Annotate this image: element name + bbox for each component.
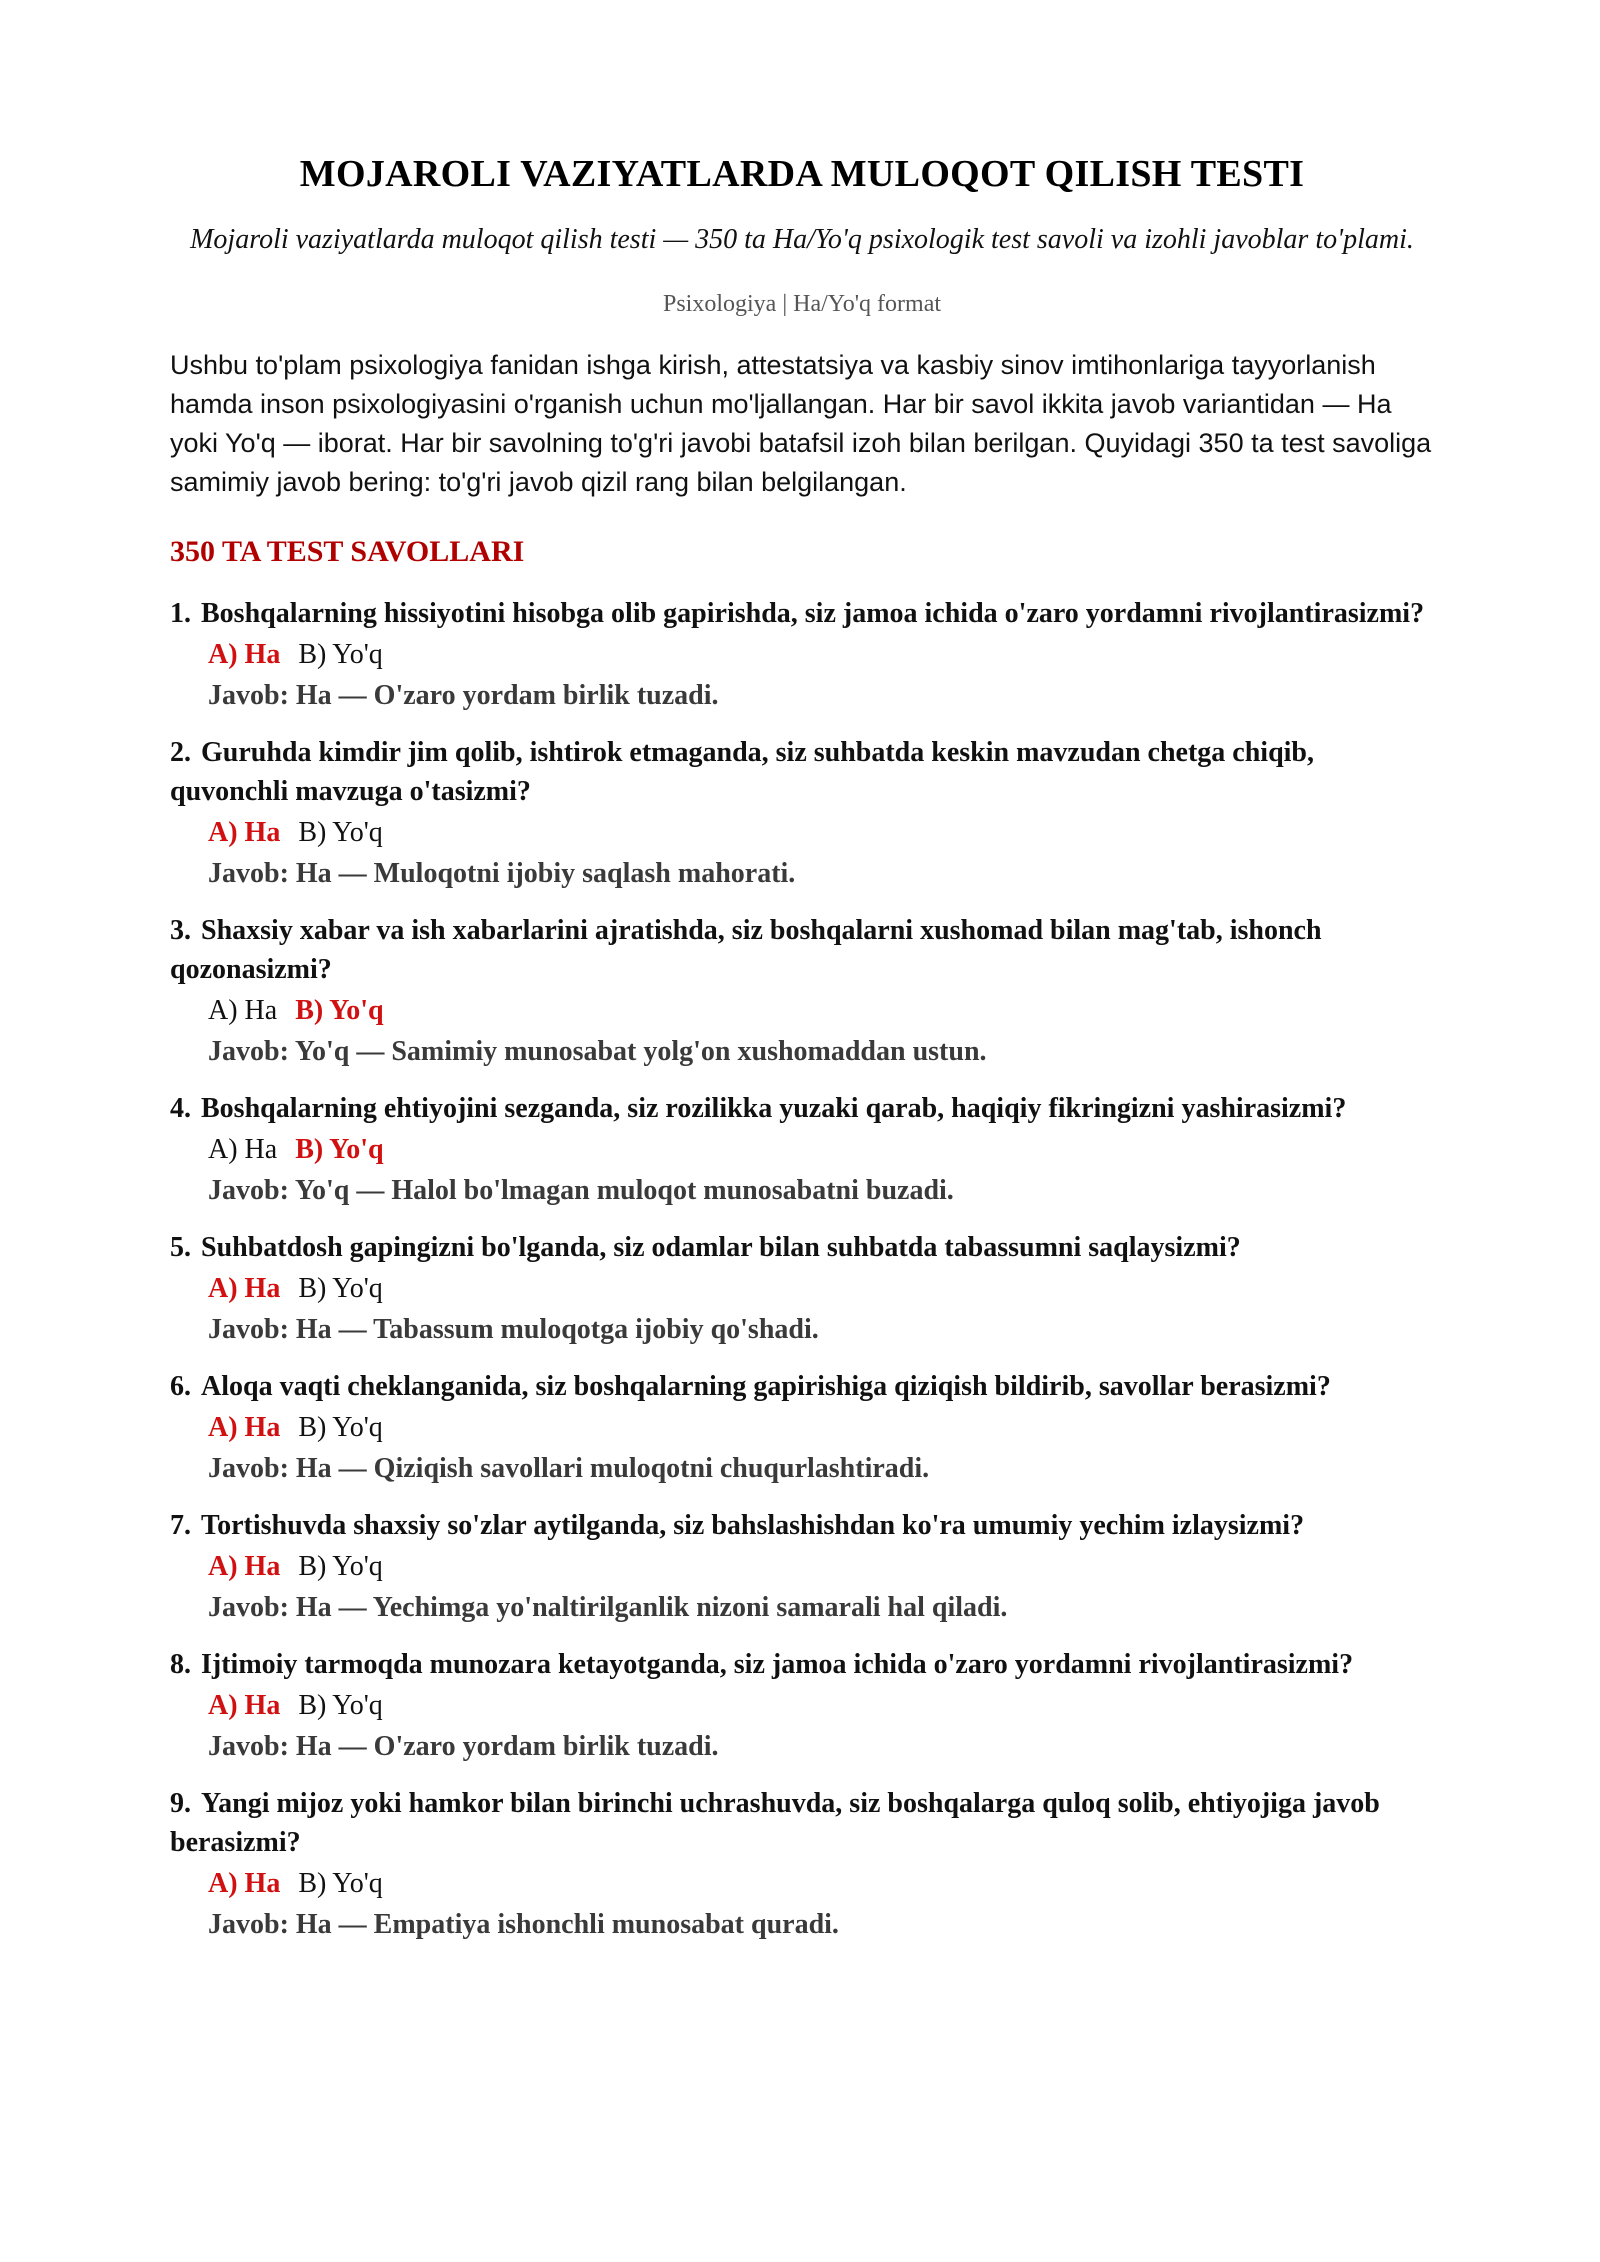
document-meta: Psixologiya | Ha/Yo'q format [662, 291, 942, 317]
question-number: 5. [170, 1232, 191, 1263]
answer-options [208, 991, 1434, 1031]
question-text [170, 594, 1434, 633]
question-number: 6. [170, 1371, 191, 1402]
question-item [170, 911, 1434, 1073]
option-a: A) Ha [208, 639, 281, 670]
answer-explanation: Javob: Ha — Muloqotni ijobiy saqlash mahorati. [208, 858, 796, 889]
option-a: A) Ha [208, 817, 281, 848]
question-text [170, 1784, 1434, 1862]
question-text [170, 911, 1434, 989]
question-item [170, 1784, 1434, 1946]
question-number: 9. [170, 1788, 191, 1819]
option-a: A) Ha [208, 1551, 281, 1582]
answer-options [208, 635, 1434, 675]
question-number: 1. [170, 598, 191, 629]
answer-options [208, 813, 1434, 853]
question-list [170, 594, 1434, 1946]
option-b: B) Yo'q [298, 1690, 383, 1721]
question-number: 2. [170, 737, 191, 768]
question-item [170, 733, 1434, 895]
answer-options [208, 1408, 1434, 1448]
option-a: A) Ha [208, 1134, 278, 1165]
question-text [170, 1089, 1434, 1128]
question-item [170, 1645, 1434, 1768]
answer-explanation: Javob: Ha — O'zaro yordam birlik tuzadi. [208, 680, 719, 711]
answer-explanation: Javob: Ha — Qiziqish savollari muloqotni chuqurlashtiradi. [208, 1453, 930, 1484]
question-item [170, 1228, 1434, 1351]
option-a: A) Ha [208, 1273, 281, 1304]
question-label: Shaxsiy xabar va ish xabarlarini ajratishda, siz boshqalarni xushomad bilan mag'tab, ishonch qozonasizmi? [170, 915, 1322, 985]
option-b: B) Yo'q [298, 1273, 383, 1304]
question-text [170, 733, 1434, 811]
question-number: 7. [170, 1510, 191, 1541]
answer-explanation: Javob: Ha — Tabassum muloqotga ijobiy qo'shadi. [208, 1314, 819, 1345]
question-label: Suhbatdosh gapingizni bo'lganda, siz odamlar bilan suhbatda tabassumni saqlaysizmi? [201, 1232, 1241, 1263]
answer-options [208, 1269, 1434, 1309]
question-label: Yangi mijoz yoki hamkor bilan birinchi uchrashuvda, siz boshqalarga quloq solib, ehtiyojiga javob berasizmi? [170, 1788, 1380, 1858]
answer-options [208, 1864, 1434, 1904]
answer-explanation: Javob: Ha — Empatiya ishonchli munosabat quradi. [208, 1909, 839, 1940]
document-title: MOJAROLI VAZIYATLARDA MULOQOT QILISH TESTI [299, 153, 1305, 195]
option-b: B) Yo'q [298, 817, 383, 848]
answer-options [208, 1686, 1434, 1726]
question-text [170, 1228, 1434, 1267]
option-b: B) Yo'q [295, 1134, 384, 1165]
answer-options [208, 1547, 1434, 1587]
answer-explanation: Javob: Ha — O'zaro yordam birlik tuzadi. [208, 1731, 719, 1762]
question-text [170, 1645, 1434, 1684]
option-b: B) Yo'q [298, 1551, 383, 1582]
option-a: A) Ha [208, 1412, 281, 1443]
question-label: Boshqalarning hissiyotini hisobga olib gapirishda, siz jamoa ichida o'zaro yordamni rivojlantirasizmi? [201, 598, 1425, 629]
question-label: Boshqalarning ehtiyojini sezganda, siz rozilikka yuzaki qarab, haqiqiy fikringizni yashirasizmi? [201, 1093, 1347, 1124]
question-number: 4. [170, 1093, 191, 1124]
option-a: A) Ha [208, 995, 278, 1026]
option-a: A) Ha [208, 1868, 281, 1899]
question-label: Guruhda kimdir jim qolib, ishtirok etmaganda, siz suhbatda keskin mavzudan chetga chiqib, quvonchli mavzuga o'tasizmi? [170, 737, 1314, 807]
question-item [170, 1089, 1434, 1212]
answer-explanation: Javob: Yo'q — Halol bo'lmagan muloqot munosabatni buzadi. [208, 1175, 954, 1206]
question-number: 8. [170, 1649, 191, 1680]
option-b: B) Yo'q [298, 639, 383, 670]
question-item [170, 594, 1434, 717]
question-text [170, 1367, 1434, 1406]
intro-paragraph: Ushbu to'plam psixologiya fanidan ishga kirish, attestatsiya va kasbiy sinov imtihonlariga tayyorlanish hamda inson psixologiyasini o'rganish uchun mo'ljallangan. Har bir savol ikkita javob variantidan — Ha yoki Yo'q — iborat. Har bir savolning to'g'ri javobi batafsil izoh bilan berilgan. Quyidagi 350 ta test savoliga samimiy javob bering: to'g'ri javob qizil rang bilan belgilangan. [170, 350, 1432, 497]
question-label: Tortishuvda shaxsiy so'zlar aytilganda, siz bahslashishdan ko'ra umumiy yechim izlaysizmi? [201, 1510, 1305, 1541]
document-page [170, 150, 1434, 1962]
answer-explanation: Javob: Yo'q — Samimiy munosabat yolg'on xushomaddan ustun. [208, 1036, 987, 1067]
option-a: A) Ha [208, 1690, 281, 1721]
question-label: Ijtimoiy tarmoqda munozara ketayotganda, siz jamoa ichida o'zaro yordamni rivojlantirasizmi? [201, 1649, 1354, 1680]
section-heading: 350 TA TEST SAVOLLARI [170, 535, 525, 568]
question-text [170, 1506, 1434, 1545]
question-label: Aloqa vaqti cheklanganida, siz boshqalarning gapirishiga qiziqish bildirib, savollar berasizmi? [201, 1371, 1331, 1402]
answer-explanation: Javob: Ha — Yechimga yo'naltirilganlik nizoni samarali hal qiladi. [208, 1592, 1008, 1623]
document-subtitle: Mojaroli vaziyatlarda muloqot qilish testi — 350 ta Ha/Yo'q psixologik test savoli va izohli javoblar to'plami. [190, 224, 1414, 255]
question-number: 3. [170, 915, 191, 946]
question-item [170, 1506, 1434, 1629]
question-item [170, 1367, 1434, 1490]
option-b: B) Yo'q [298, 1412, 383, 1443]
answer-options [208, 1130, 1434, 1170]
option-b: B) Yo'q [295, 995, 384, 1026]
option-b: B) Yo'q [298, 1868, 383, 1899]
